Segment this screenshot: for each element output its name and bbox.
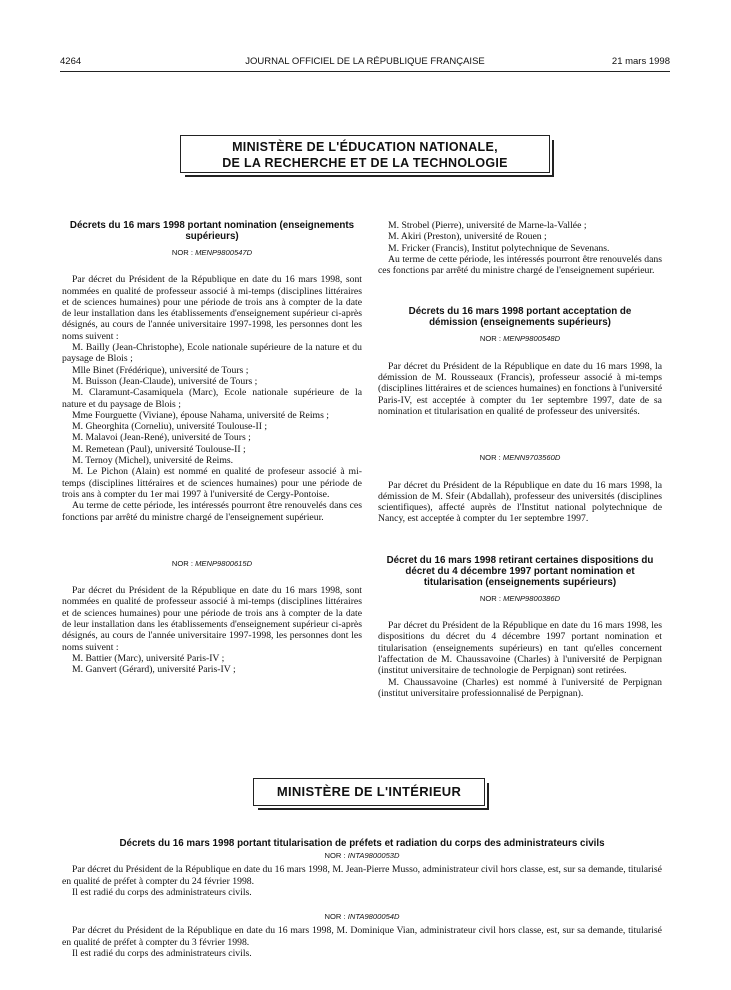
decree5-para: M. Chaussavoine (Charles) est nommé à l'université de Perpignan (institut universitaire professionnalisé de Perpignan). bbox=[378, 676, 662, 699]
decree4-nor-code: MENN9703560D bbox=[502, 453, 561, 463]
decree7-nor-code: INTA9800054D bbox=[347, 912, 400, 922]
decree2-nor: NOR : MENP9800615D bbox=[171, 558, 253, 568]
header-rule bbox=[60, 71, 670, 72]
decree1-para: M. Malavoi (Jean-René), université de Tours ; bbox=[72, 432, 251, 444]
ministry-interior-box bbox=[253, 778, 485, 806]
decree1-para: M. Bailly (Jean-Christophe), Ecole nationale supérieure de la nature et du paysage de Blois ; bbox=[62, 342, 362, 365]
interior-section bbox=[62, 838, 662, 959]
decree2-para: M. Ganvert (Gérard), université Paris-IV ; bbox=[72, 664, 236, 676]
decree5-nor: NOR : MENP9800386D bbox=[479, 593, 561, 603]
issue-date: 21 mars 1998 bbox=[611, 56, 670, 67]
journal-title: JOURNAL OFFICIEL DE LA RÉPUBLIQUE FRANÇAISE bbox=[245, 56, 485, 67]
decree7-para: Par décret du Président de la République en date du 16 mars 1998, M. Dominique Vian, administrateur civil hors classe, est, sur sa demande, titularisé en qualité de préfet à compter du 3 février 1998. bbox=[62, 925, 662, 948]
decree6-title: Décrets du 16 mars 1998 portant titularisation de préfets et radiation du corps des administrateurs civils bbox=[119, 838, 605, 849]
decree2-para: Par décret du Président de la République en date du 16 mars 1998, sont nommées en qualité de professeur associé à mi-temps (disciplines littéraires et de sciences humaines) pour une période de trois ans à compter de la date de leur installation dans les établissements d'enseignement supérieur ci-après désignés, au cours de l'année universitaire 1997-1998, les personnes dont les noms suivent : bbox=[62, 585, 362, 653]
decree1-para: Par décret du Président de la République en date du 16 mars 1998, sont nommées en qualité de professeur associé à mi-temps (disciplines littéraires et de sciences humaines) pour une période de trois ans à compter de la date de leur installation dans les établissements d'enseignement supérieur ci-après désignés, au cours de l'année universitaire 1997-1998, les personnes dont les noms suivent : bbox=[62, 274, 362, 342]
decree2-para: M. Fricker (Francis), Institut polytechnique de Sevenans. bbox=[388, 242, 610, 254]
decree1-para: Mlle Binet (Frédérique), université de Tours ; bbox=[72, 364, 249, 376]
decree2-para: M. Strobel (Pierre), université de Marne-la-Vallée ; bbox=[388, 220, 587, 231]
page-header bbox=[60, 56, 670, 72]
decree5-nor-code: MENP9800386D bbox=[503, 593, 561, 603]
decree3-para: Par décret du Président de la République en date du 16 mars 1998, la démission de M. Rousseaux (Francis), professeur associé à mi-temps (disciplines littéraires et de sciences humaines) en fonctions à l'université Paris-IV, est acceptée à compter du 1er septembre 1997, date de sa nomination et titularisation en qualité de professeur des universités. bbox=[378, 360, 662, 417]
decree1-para: M. Le Pichon (Alain) est nommé en qualité de profeseur associé à mi-temps (disciplines littéraires et de sciences humaines) pour une période de trois ans à compter du 1er mai 1997 à l'université de Cergy-Pontoise. bbox=[62, 466, 362, 500]
decree3-nor: NOR : MENP9800548D bbox=[479, 334, 561, 344]
decree1-para: M. Buisson (Jean-Claude), université de Tours ; bbox=[72, 375, 258, 387]
decree3-title: Décrets du 16 mars 1998 portant acceptation de démission (enseignements supérieurs) bbox=[408, 306, 632, 329]
decree1-para: M. Ternoy (Michel), université de Reims. bbox=[72, 455, 234, 467]
decree2-nor-code: MENP9800615D bbox=[195, 558, 253, 568]
decree6-nor-code: INTA9800053D bbox=[347, 851, 400, 860]
decree3-nor-code: MENP9800548D bbox=[503, 334, 561, 344]
decree5-title: Décret du 16 mars 1998 retirant certaines dispositions du décret du 4 décembre 1997 portant nomination et titularisation (enseignements supérieurs) bbox=[386, 554, 654, 588]
decree1-nor: NOR : MENP9800547D bbox=[171, 248, 253, 257]
decree1-para: M. Remetean (Paul), université Toulouse-II ; bbox=[72, 443, 246, 455]
ministry-education-line2: DE LA RECHERCHE ET DE LA TECHNOLOGIE bbox=[222, 156, 508, 170]
decree2-para: Au terme de cette période, les intéressés pourront être renouvelés dans ces fonctions par arrêté du ministre chargé de l'enseignement supérieur. bbox=[378, 253, 662, 277]
left-column bbox=[62, 220, 362, 676]
ministry-interior-title: MINISTÈRE DE L'INTÉRIEUR bbox=[276, 784, 462, 799]
decree5-para: Par décret du Président de la République en date du 16 mars 1998, les dispositions du décret du 4 décembre 1997 portant nomination et titularisation (enseignements supérieurs) en tant qu'elles concernent l'affectation de M. Chaussavoine (Charles) à l'université de Perpignan (institut universitaire de technologie de Perpignan) sont retirées. bbox=[378, 620, 662, 677]
decree2-para: M. Akiri (Preston), université de Rouen ; bbox=[388, 231, 547, 243]
right-column bbox=[378, 220, 662, 699]
decree2-para: M. Battier (Marc), université Paris-IV ; bbox=[72, 652, 225, 664]
decree1-nor-code: MENP9800547D bbox=[195, 248, 253, 257]
decree7-nor: NOR : INTA9800054D bbox=[324, 912, 400, 922]
ministry-education-line1: MINISTÈRE DE L'ÉDUCATION NATIONALE, bbox=[232, 140, 498, 154]
decree1-para: M. Gheorghita (Corneliu), université Toulouse-II ; bbox=[72, 421, 268, 433]
decree7-para: Il est radié du corps des administrateurs civils. bbox=[72, 948, 252, 960]
decree4-nor: NOR : MENN9703560D bbox=[479, 453, 561, 463]
decree6-para: Il est radié du corps des administrateurs civils. bbox=[72, 886, 252, 898]
page-number: 4264 bbox=[60, 56, 82, 67]
decree6-nor: NOR : INTA9800053D bbox=[324, 851, 400, 860]
decree1-para: Au terme de cette période, les intéressés pourront être renouvelés dans ces fonctions par arrêté du ministre chargé de l'enseignement supérieur. bbox=[62, 500, 362, 523]
decree1-para: M. Claramunt-Casamiquela (Marc), Ecole nationale supérieure de la nature et du paysage de Blois ; bbox=[62, 387, 362, 410]
decree4-para: Par décret du Président de la République en date du 16 mars 1998, la démission de M. Sfeir (Abdallah), professeur des universités (disciplines scientifiques), affecté auprès de l'Institut national polytechnique de Nancy, est acceptée à compter du 1er septembre 1997. bbox=[378, 479, 662, 525]
ministry-education-box bbox=[180, 135, 550, 173]
decree6-para: Par décret du Président de la République en date du 16 mars 1998, M. Jean-Pierre Musso, administrateur civil hors classe, est, sur sa demande, titularisé en qualité de préfet à compter du 24 février 1998. bbox=[62, 864, 662, 887]
decree1-title: Décrets du 16 mars 1998 portant nomination (enseignements supérieurs) bbox=[69, 220, 355, 242]
decree1-para: Mme Fourguette (Viviane), épouse Nahama, université de Reims ; bbox=[72, 409, 329, 421]
